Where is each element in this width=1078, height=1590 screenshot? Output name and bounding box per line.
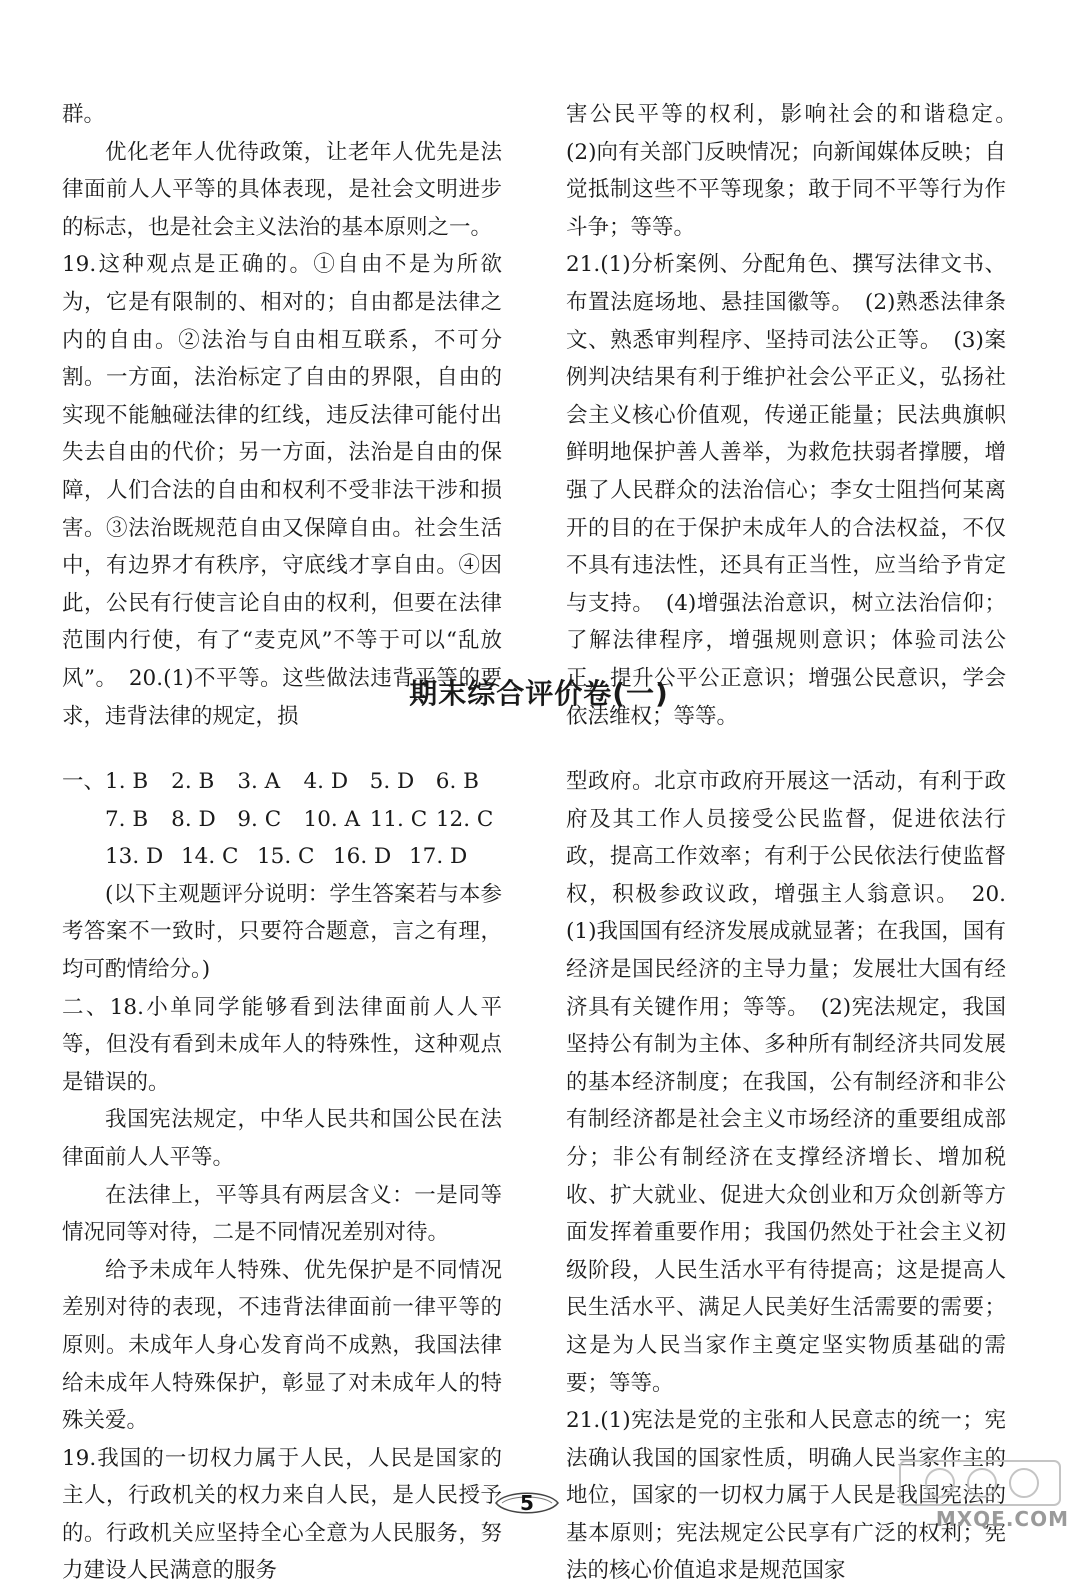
mc-answer-row xyxy=(62,838,502,876)
paragraph: 我国宪法规定，中华人民共和国公民在法律面前人人平等。 xyxy=(62,1107,502,1170)
paragraph: 给予未成年人特殊、优先保护是不同情况差别对待的表现，不违背法律面前一律平等的原则。未成年人身心发育尚不成熟，我国法律给未成年人特殊保护，彰显了对未成年人的特殊关爱。 xyxy=(62,1257,502,1434)
paragraph: 19.这种观点是正确的。①自由不是为所欲为，它是有限制的、相对的；自由都是法律之内的自由。②法治与自由相互联系，不可分割。一方面，法治标定了自由的界限，自由的实现不能触碰法律的红线，违反法律可能付出失去自由的代价；另一方面，法治是自由的保障，人们合法的自由和权利不受非法干涉和损害。③法治既规范自由又保障自由。社会生活中，有边界才有秩序，守底线才享自由。④因此，公民有行使言论自由的权利，但要在法律范围内行使，有了“麦克风”不等于可以“乱放风”。 20.(1)不平等。这些做法违背平等的要求，违背法律的规定，损 xyxy=(62,252,502,729)
top-left-column xyxy=(62,96,502,735)
paragraph: 优化老年人优待政策，让老年人优先是法律面前人人平等的具体表现，是社会文明进步的标志，也是社会主义法治的基本原则之一。 xyxy=(62,139,502,240)
watermark-logo xyxy=(890,1455,1075,1533)
bottom-left-column xyxy=(62,763,502,1590)
mc-answer: 2. B xyxy=(171,769,215,794)
mc-answer: 4. D xyxy=(303,769,349,794)
paragraph: 型政府。北京市政府开展这一活动，有利于政府及其工作人员接受公民监督，促进依法行政，提高工作效率；有利于公民依法行使监督权，积极参政议政，增强主人翁意识。 20.(1)我国国有经济发展成就显著；在我国，国有经济是国民经济的主导力量；发展壮大国有经济具有关键作用；等等。 (2)宪法规定，我国坚持公有制为主体、多种所有制经济共同发展的基本经济制度；在我国，公有制经济和非公有制经济都是社会主义市场经济的重要组成部分；非公有制经济在支撑经济增长、增加税收、扩大就业、促进大众创业和万众创新等方面发挥着重要作用；我国仍然处于社会主义初级阶段，人民生活水平有待提高；这是提高人民生活水平、满足人民美好生活需要的需要；这是为人民当家作主奠定坚实物质基础的需要；等等。 xyxy=(566,769,1006,1396)
paragraph: 21.(1)分析案例、分配角色、撰写法律文书、布置法庭场地、悬挂国徽等。 (2)熟悉法律条文、熟悉审判程序、坚持司法公正等。 (3)案例判决结果有利于维护社会公平正义，弘扬社会主义核心价值观，传递正能量；民法典旗帜鲜明地保护善人善举，为救危扶弱者撑腰，增强了人民群众的法治信心；李女士阻挡何某离开的目的在于保护未成年人的合法权益，不仅不具有违法性，还具有正当性，应当给予肯定与支持。 (4)增强法治意识，树立法治信仰；了解法律程序，增强规则意识；体验司法公正，提升公平公正意识；增强公民意识，学会依法维权；等等。 xyxy=(566,252,1006,729)
mc-answer: 9. C xyxy=(237,806,282,832)
mc-answer-row xyxy=(62,763,502,801)
mc-answer: 8. D xyxy=(171,806,216,832)
mc-answer: 12. C xyxy=(435,806,494,832)
paragraph: 二、18.小单同学能够看到法律面前人人平等，但没有看到未成年人的特殊性，这种观点是错误的。 xyxy=(62,994,502,1095)
mc-answer: 16. D xyxy=(333,844,392,870)
mc-answer: 10. A xyxy=(303,806,361,832)
top-right-column xyxy=(566,96,1028,735)
scoring-note: (以下主观题评分说明：学生答案若与本参考答案不一致时，只要符合题意，言之有理，均可酌情给分。) xyxy=(62,881,502,982)
mc-answer: 17. D xyxy=(409,844,468,870)
watermark-text: MXQE.COM xyxy=(935,1507,1069,1531)
mc-answer: 14. C xyxy=(181,844,239,870)
paragraph: 21.(1)宪法是党的主张和人民意志的统一；宪法确认我国的国家性质，明确人民当家作主的地位，国家的一切权力属于人民是我国宪法的基本原则；宪法规定公民享有广泛的权利；宪法的核心价值追求是规范国家 xyxy=(566,1408,1006,1584)
page-number-text: 5 xyxy=(520,1491,534,1515)
mc-answer: 13. D xyxy=(105,844,164,870)
paragraph: 害公民平等的权利，影响社会的和谐稳定。 (2)向有关部门反映情况；向新闻媒体反映；自觉抵制这些不平等现象；敢于同不平等行为作斗争；等等。 xyxy=(566,102,1028,240)
mc-prefix: 一、 xyxy=(62,769,106,794)
mc-answer: 1. B xyxy=(105,769,149,794)
mc-answer: 11. C xyxy=(369,806,428,832)
section-title: 期末综合评价卷(一) xyxy=(409,677,669,710)
paragraph: 19.我国的一切权力属于人民，人民是国家的主人，行政机关的权力来自人民，是人民授予的。行政机关应坚持全心全意为人民服务，努力建设人民满意的服务 xyxy=(62,1445,502,1584)
mc-answer: 6. B xyxy=(435,769,479,794)
page-number xyxy=(492,1486,562,1520)
mc-answer-row xyxy=(62,801,502,839)
mc-answer: 15. C xyxy=(257,844,315,870)
mc-answer: 7. B xyxy=(105,806,149,832)
mc-answer: 5. D xyxy=(369,769,415,794)
paragraph: 在法律上，平等具有两层含义：一是同等情况同等对待，二是不同情况差别对待。 xyxy=(62,1182,502,1246)
mc-answer: 3. A xyxy=(237,769,281,794)
paragraph: 群。 xyxy=(62,102,106,127)
